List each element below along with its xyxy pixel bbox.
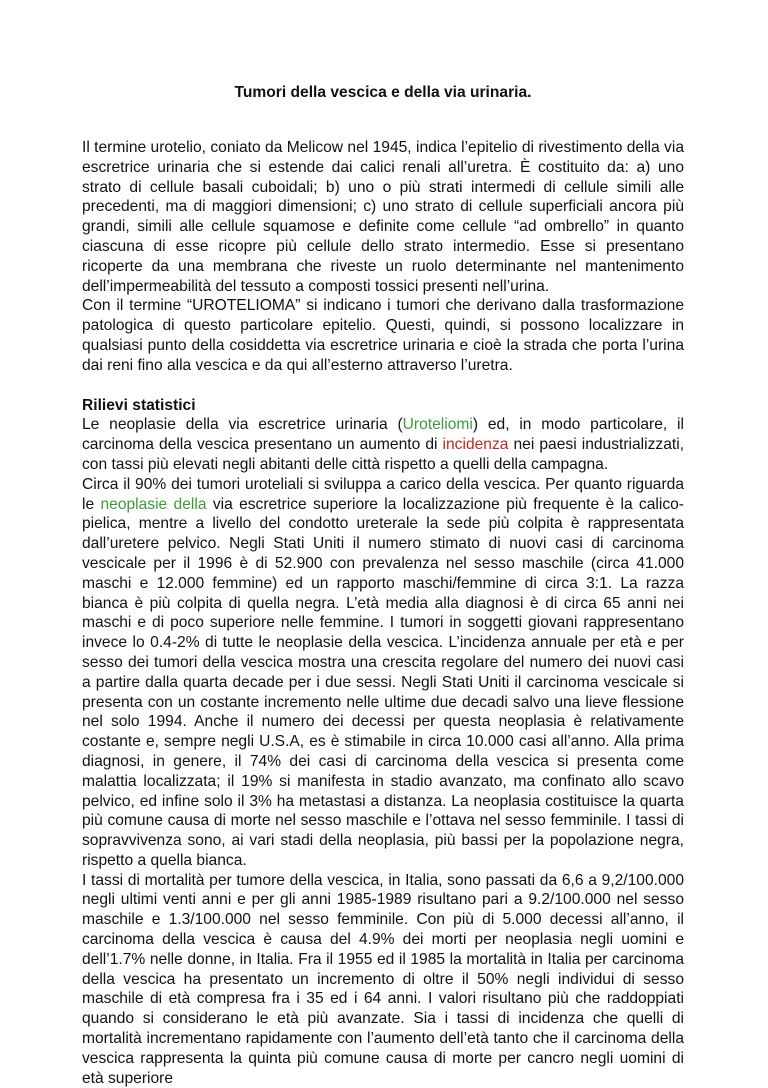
text-run: via escretrice superiore la localizzazione più frequente è la calico-pielica, mentre a livello del condotto ureterale la sede più colpita è rappresentata dall’uretere pelvico. Negli Stati Uniti il numero stimato di nuovi casi di carcinoma vescicale per il 1996 è di 52.900 con prevalenza nel sesso maschile (circa 41.000 maschi e 12.000 femmine) ed un rapporto maschi/femmine di circa 3:1. La razza bianca è più colpita di quella negra. L’età media alla diagnosi è di circa 65 anni nei maschi e di poco superiore nelle femmine. I tumori in soggetti giovani rappresentano invece lo 0.4-2% di tutte le neoplasie della vescica. L’incidenza annuale per età e per sesso dei tumori della vescica mostra una crescita regolare del numero dei nuovi casi a partire dalla quarta decade per i due sessi. Negli Stati Uniti il carcinoma vescicale si presenta con un costante incremento nelle ultime due decadi salvo una lieve flessione nel solo 1994. Anche il numero dei decessi per questa neoplasia è relativamente costante e, sempre negli U.S.A, es è stimabile in circa 10.000 casi all’anno. Alla prima diagnosi, in genere, il 74% dei casi di carcinoma della vescica si presenta come malattia localizzata; il 19% si manifesta in stadio avanzato, ma confinato allo scavo pelvico, ed infine solo il 3% ha metastasi a distanza. La neoplasia costituisce la quarta più comune causa di morte nel sesso maschile e l’ottava nel sesso femminile. I tassi di sopravvivenza sono, ai vari stadi della neoplasia, più bassi per la popolazione negra, rispetto a quella bianca. — [82, 495, 684, 869]
statistics-paragraph-3: I tassi di mortalità per tumore della vescica, in Italia, sono passati da 6,6 a 9,2/100.000 negli ultimi venti anni e per gli anni 1985-1989 risultano pari a 9.2/100.000 nel sesso maschile e 1.3/100.000 nel sesso femminile. Con più di 5.000 decessi all’anno, il carcinoma della vescica è causa del 4.9% dei morti per neoplasia negli uomini e dell’1.7% nelle donne, in Italia. Fra il 1955 ed il 1985 la mortalità in Italia per carcinoma della vescica ha presentato un incremento di oltre il 50% negli individui di sesso maschile di età compresa fra i 35 ed i 64 anni. I valori risultano più che raddoppiati quando si considerano le età più avanzate. Sia i tassi di incidenza che quelli di mortalità incrementano rapidamente con l’aumento dell’età tanto che il carcinoma della vescica rappresenta la quinta più comune causa di morte per cancro negli uomini di età superiore — [82, 871, 684, 1087]
intro-paragraph-2: Con il termine “UROTELIOMA” si indicano i tumori che derivano dalla trasformazione patologica di questo particolare epitelio. Questi, quindi, si possono localizzare in qualsiasi punto della cosiddetta via escretrice urinaria e cioè la strada che porta l’urina dai reni fino alla vescica e da qui all’esterno attraverso l’uretra. — [82, 297, 684, 374]
document-title: Tumori della vescica e della via urinaria. — [234, 84, 532, 101]
intro-paragraph-1: Il termine urotelio, coniato da Melicow nel 1945, indica l’epitelio di rivestimento della via escretrice urinaria che si estende dai calici renali all’uretra. È costituito da: a) uno strato di cellule basali cuboidali; b) uno o più strati intermedi di cellule simili alle precedenti, ma di maggiori dimensioni; c) uno strato di cellule superficiali ancora più grandi, simili alle cellule squamose e definite come cellule “ad ombrello” in quanto ciascuna di esse ricopre più cellule dello strato intermedio. Esse si presentano ricoperte da una membrana che riveste un ruolo determinante nel mantenimento dell’impermeabilità del tessuto a composti tossici presenti nell’urina. — [82, 139, 684, 295]
section-heading-statistics: Rilievi statistici — [82, 396, 196, 414]
text-run: ) ed, in modo particolare, il carcinoma della vescica presentano un aumento di — [82, 416, 684, 454]
statistics-paragraph-1 — [82, 415, 684, 474]
text-run: Circa il 90% dei tumori uroteliali si sviluppa a carico della vescica. Per quanto riguarda le — [82, 475, 684, 513]
link-uroteliomi[interactable]: Uroteliomi — [402, 416, 473, 434]
statistics-paragraph-2 — [82, 475, 684, 871]
link-incidenza[interactable]: incidenza — [442, 436, 509, 454]
text-run: nei paesi industrializzati, con tassi più elevati negli abitanti delle città rispetto a quelli della campagna. — [82, 436, 684, 473]
text-run: Le neoplasie della via escretrice urinaria ( — [82, 416, 403, 434]
link-neoplasie-della[interactable]: neoplasie della — [100, 495, 207, 513]
